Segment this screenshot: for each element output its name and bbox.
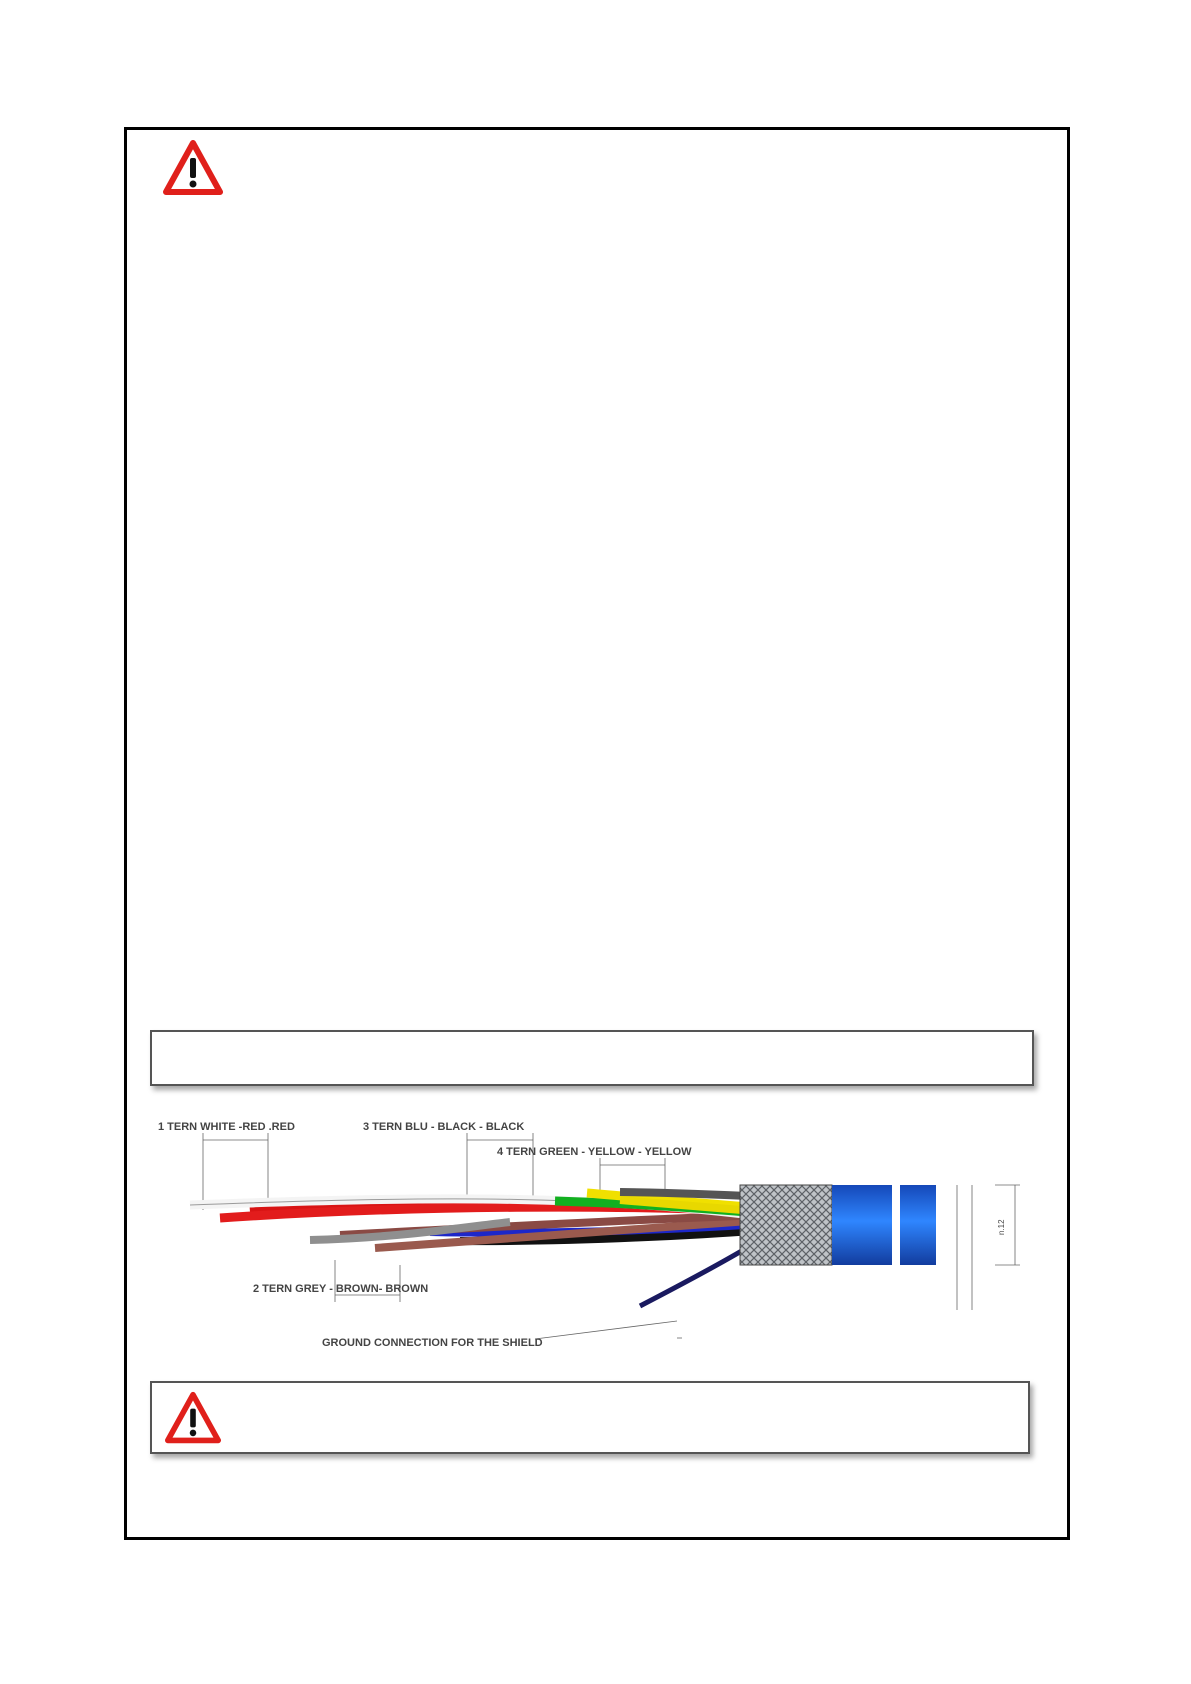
outer-sleeve-end [900,1185,936,1265]
label-ground: GROUND CONNECTION FOR THE SHIELD [322,1337,543,1349]
warning-icon [163,140,223,196]
label-tern1: 1 TERN WHITE -RED .RED [158,1121,295,1133]
warning-icon [165,1391,221,1445]
warning-box [150,1381,1030,1454]
label-tern3: 3 TERN BLU - BLACK - BLACK [363,1121,525,1133]
label-tern2: 2 TERN GREY - BROWN- BROWN [253,1283,429,1295]
cable-wiring-diagram [150,1110,1040,1360]
label-tern4: 4 TERN GREEN - YELLOW - YELLOW [497,1146,692,1158]
note-box [150,1030,1034,1086]
braided-shield [740,1185,832,1265]
dimension-label: n.12 [997,1219,1006,1235]
outer-sleeve [832,1185,892,1265]
